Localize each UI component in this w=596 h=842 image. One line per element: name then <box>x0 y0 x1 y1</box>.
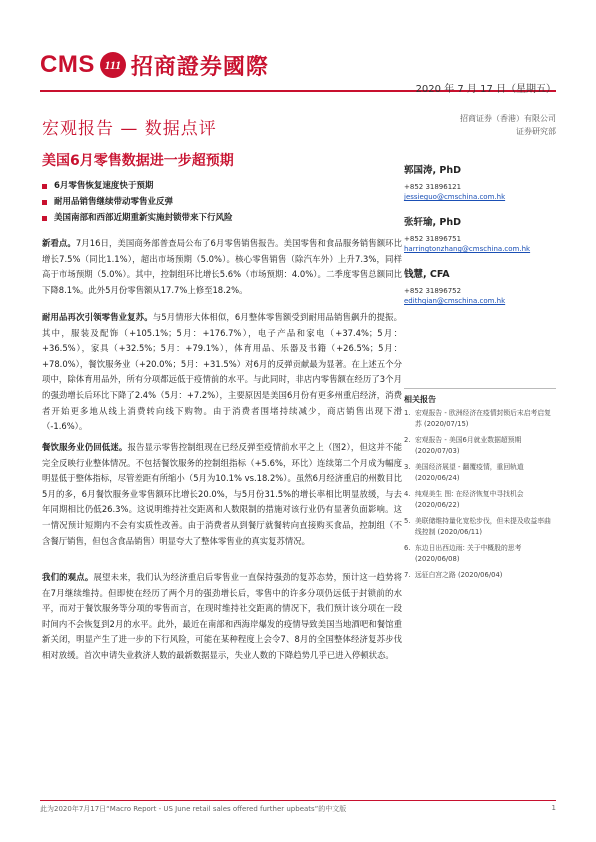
company-name: 招商证券（香港）有限公司 <box>460 114 556 123</box>
analyst-email-link[interactable]: jessieguo@cmschina.com.hk <box>404 193 506 201</box>
related-report-item[interactable]: 4. 纯观美生 图: 在经济恢复中寻找机会 (2020/06/22) <box>404 490 524 509</box>
related-report-item[interactable]: 5. 美联储维持量化宽松步伐，但未提及收益率曲线控制 (2020/06/11) <box>404 517 551 536</box>
bullet-square-icon <box>42 216 47 221</box>
bullet-square-icon <box>42 184 47 189</box>
paragraph-text: 展望未来，我们认为经济重启后零售业一直保持强劲的复苏态势，预计这一趋势将在7月继续维持。但即使在经历了两个月的强劲增长后，零售中的许多分项仍远低于封锁前的水平，而对于餐饮服务等分项的零售而言，在现时维持社交距离的情况下，我们预计该分项在一段时间内不会恢复到2月的水平。此外，最近在南部和西海岸爆发的疫情导致美国当地酒吧和餐馆重新关闭，明显产生了进一步的下行风险，可能在某种程度上会令7、8月的全国整体经济复苏步伐相对放缓。首次申请失业救济人数的最新数据显示，失业人数的下降趋势几乎已进入停顿状态。 <box>42 572 403 660</box>
paragraph-durables <box>42 310 402 435</box>
logo-chinese-name: 招商證券國際 <box>130 54 269 80</box>
section-title: 宏观报告 — 数据点评 <box>42 119 217 139</box>
analyst-name: 张轩瑜, PhD <box>404 217 462 228</box>
paragraph-lead: 我们的观点。 <box>42 572 94 582</box>
analyst-phone: +852 31896752 <box>404 287 462 295</box>
key-point: 6月零售恢复速度快于预期 <box>42 178 402 194</box>
paragraph-lead: 耐用品再次引领零售业复苏。 <box>42 312 153 322</box>
logo-seal-icon: 111 <box>100 52 126 78</box>
related-report-item[interactable]: 1. 宏观报告 - 欧洲经济在疫情封锁后末启考启复苏 (2020/07/15) <box>404 409 551 428</box>
bullet-square-icon <box>42 200 47 205</box>
related-reports-list <box>404 408 556 586</box>
paragraph-food-services <box>42 440 402 549</box>
analyst-phone: +852 31896751 <box>404 235 462 243</box>
company-info <box>452 112 556 138</box>
paragraph-text: 与5月情形大体相似，6月整体零售额受到耐用品销售飙升的提振。其中，服装及配饰（+105.1%；5月：+176.7%），电子产品和家电（+37.4%；5月：+36.5%），家具（+32.5%；5月：+79.1%），体育用品、乐器及书籍（+26.5%；5月：+78.0%），餐饮服务业（+20.0%；5月：+31.5%）对6月的反弹贡献最为显著。在上述五个分项中，除体育用品外，所有分项都远低于疫情前的水平。与此同时，非店内零售额在经历了3个月的强劲增长后环比下降了2.4%（5月：+7.2%），主要原因是美国6月份有更多州重启经济，消费者开始更多地从线上消费转向线下购物。由于消费者围堵持续减少，商店销售出现下滑（-1.6%）。 <box>42 312 403 432</box>
related-report-item[interactable]: 2. 宏观报告 - 美国6月就业数据超预期 (2020/07/03) <box>404 436 522 455</box>
analyst-name: 钱慧, CFA <box>404 269 450 280</box>
logo-cms-text: CMS <box>40 51 95 78</box>
key-point: 美国南部和西部近期重新实施封锁带来下行风险 <box>42 210 402 226</box>
related-report-item[interactable]: 3. 美国经济展望 - 翻覆疫情，重回轨道 (2020/06/24) <box>404 463 524 482</box>
analyst-card <box>404 162 556 202</box>
analyst-name: 郭国涛, PhD <box>404 165 462 176</box>
key-points <box>42 178 402 226</box>
paragraph-text: 报告显示零售控制组现在已经反弹至疫情前水平之上（图2），但这并不能完全反映行业整体情况。不包括餐饮服务的控制组指标（+5.6%，环比）连续第二个月成为幅度明显低于整体指标，尽管差距有所缩小（5月为10.1% vs.18.2%）。虽然6月经济重启的州数目比5月的多，6月餐饮服务业零售额环比增长20.0%，与5月份31.5%的增长率相比明显放缓，与去年同期相比仍低26.3%。这说明维持社交距离和人数限制的措施对该行业仍有显著负面影响。这一情况预计短期内不会有实质性改善。由于消费者从到餐厅就餐转向直接购买食品，控制组（不含餐厅销售，但包含食品销售）明显夸大了整体零售业的真实复苏情况。 <box>42 442 403 546</box>
related-reports-title: 相关报告 <box>404 395 436 404</box>
footer-note: 此为2020年7月17日“Macro Report - US June retail sales offered further upbeats”的中文版 <box>40 805 347 813</box>
analyst-card <box>404 266 556 306</box>
paragraph-lead: 餐饮服务业仍回低迷。 <box>42 442 128 452</box>
paragraph-our-view <box>42 570 402 664</box>
analyst-card <box>404 214 556 254</box>
analyst-email-link[interactable]: harringtonzhang@cmschina.com.hk <box>404 245 531 253</box>
paragraph-text: 7月16日，美国商务部普查局公布了6月零售销售报告。美国零售和食品服务销售额环比增长7.5%（同比1.1%），超出市场预期（5.0%）。核心零售销售（除汽车外）上升7.3%，同样高于市场预期（5.0%）。其中，控制组环比增长5.6%（市场预期：4.0%）。二季度零售总额同比下降8.1%。此外5月份零售额从17.7%上修至18.2%。 <box>42 238 403 295</box>
page-number: 1 <box>551 804 556 812</box>
related-report-item[interactable]: 6. 东边日出西边雨: 关于中概股的思考 (2020/06/08) <box>404 544 522 563</box>
company-logo <box>40 48 269 82</box>
report-headline: 美国6月零售数据进一步超预期 <box>42 153 234 169</box>
related-report-item[interactable]: 7. 远征白宫之路 (2020/06/04) <box>404 571 503 579</box>
analyst-email-link[interactable]: edithqian@cmschina.com.hk <box>404 297 506 305</box>
key-point: 耐用品销售继续带动零售业反弹 <box>42 194 402 210</box>
report-date: 2020 年 7 月 17 日（星期五） <box>415 84 556 95</box>
analyst-phone: +852 31896121 <box>404 183 462 191</box>
paragraph-lead: 新看点。 <box>42 238 76 248</box>
paragraph-new-points <box>42 236 402 298</box>
footer-rule <box>40 800 556 801</box>
related-divider <box>404 388 556 389</box>
company-dept: 证券研究部 <box>516 127 556 136</box>
